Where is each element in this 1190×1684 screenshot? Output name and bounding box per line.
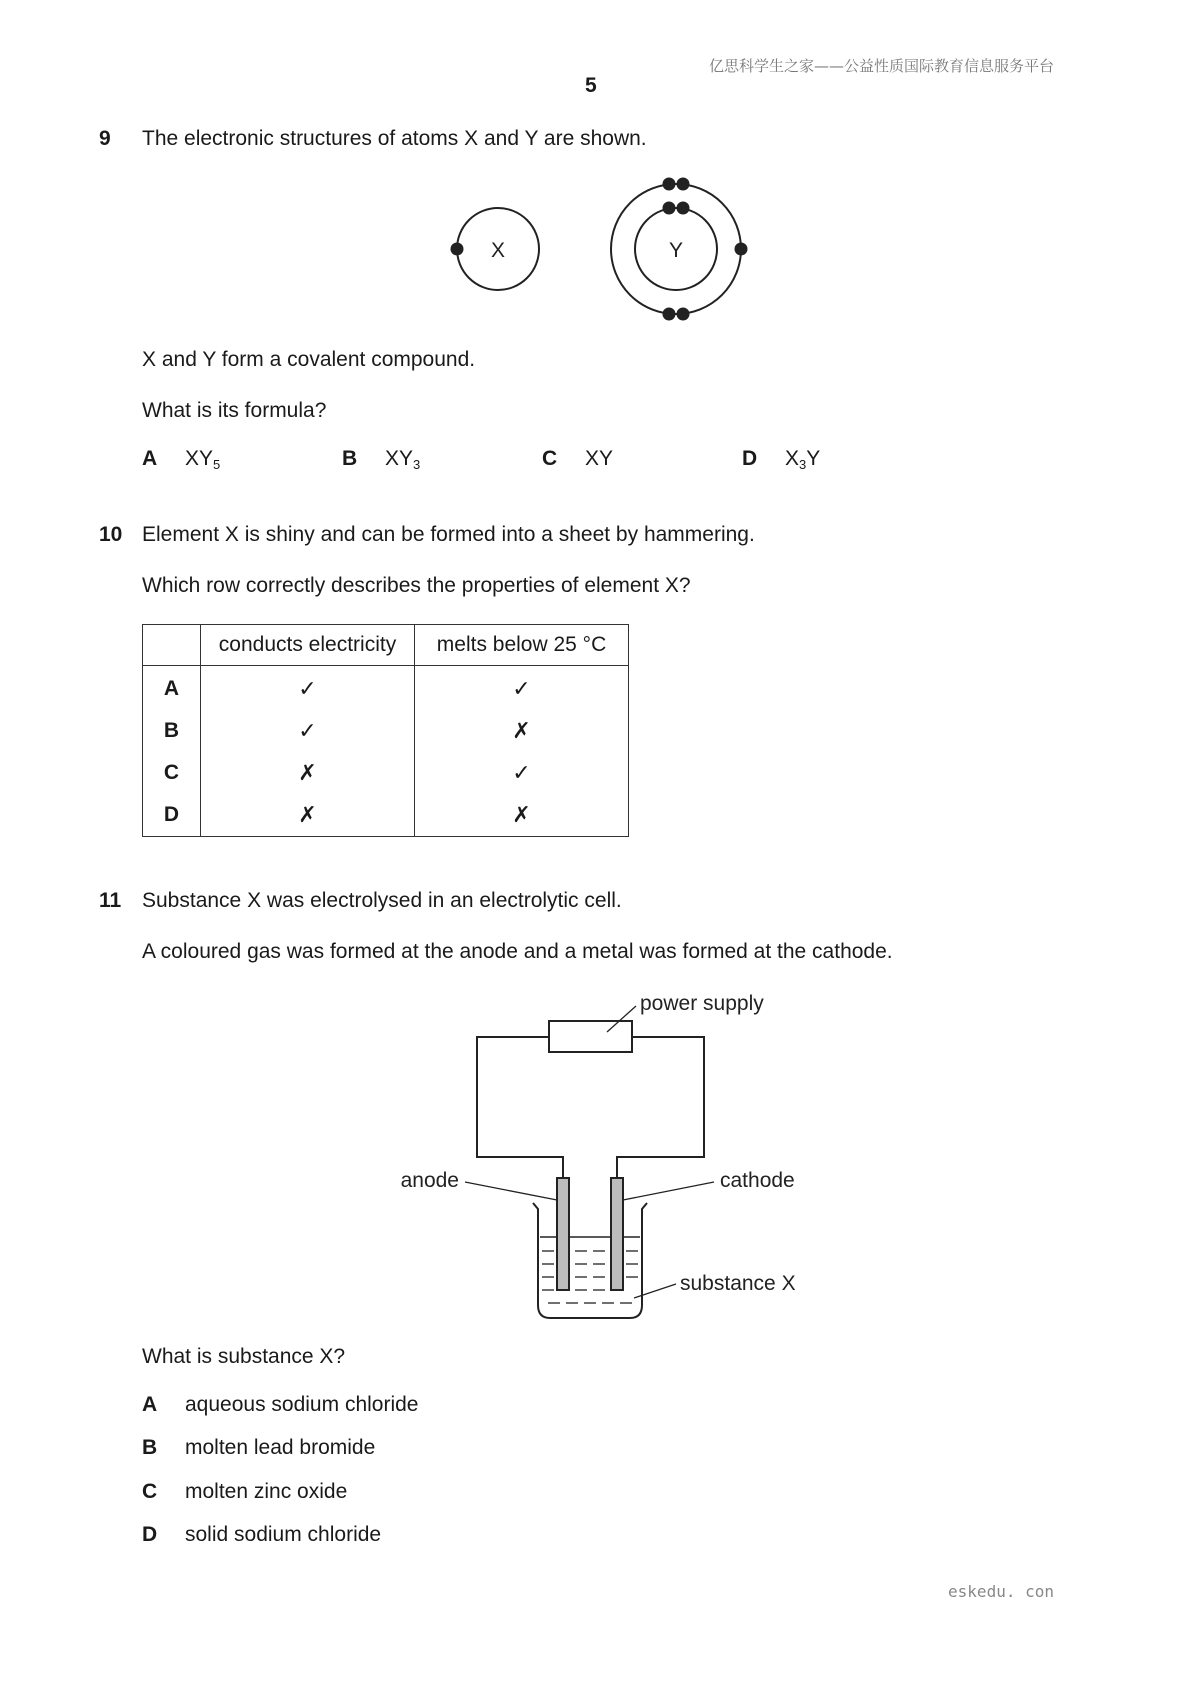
table-cell-melts: ✗ xyxy=(415,794,629,837)
q11-question: What is substance X? xyxy=(142,1345,346,1368)
q9-stem: The electronic structures of atoms X and Y are shown. xyxy=(142,127,647,150)
wire-right xyxy=(617,1037,704,1178)
question-number-10: 10 xyxy=(99,523,123,546)
page-number: 5 xyxy=(585,74,597,97)
q9-option-b-letter: B xyxy=(342,447,358,470)
q11-option-b-text: molten lead bromide xyxy=(185,1436,376,1459)
anode-leader xyxy=(465,1182,557,1200)
table-row xyxy=(143,710,629,752)
electron-structure-diagram xyxy=(0,0,1190,340)
power-supply-label: power supply xyxy=(640,992,764,1015)
wire-left xyxy=(477,1037,563,1178)
table-cell-melts: ✗ xyxy=(415,710,629,752)
cathode-leader xyxy=(623,1182,714,1200)
anode-electrode xyxy=(557,1178,569,1290)
question-number-11: 11 xyxy=(99,889,122,912)
atom-y-outer-electron xyxy=(663,178,676,191)
q9-line2: X and Y form a covalent compound. xyxy=(142,348,476,371)
table-row xyxy=(143,666,629,711)
q9-option-d-formula: $X_3Y$ xyxy=(785,447,821,472)
cathode-label: cathode xyxy=(720,1169,795,1192)
atom-y-inner-electron xyxy=(663,202,676,215)
q10-stem: Element X is shiny and can be formed into a sheet by hammering. xyxy=(142,523,755,546)
atom-y-outer-electron xyxy=(735,243,748,256)
atom-x-label: X xyxy=(490,239,506,262)
q11-option-a-letter: A xyxy=(142,1393,158,1416)
q11-option-b-letter: B xyxy=(142,1436,158,1459)
table-row xyxy=(143,794,629,837)
atom-y-label: Y xyxy=(668,239,684,262)
q9-option-b-formula: $XY_3$ xyxy=(385,447,421,472)
q11-line2: A coloured gas was formed at the anode and a metal was formed at the cathode. xyxy=(142,940,893,963)
q11-option-d-letter: D xyxy=(142,1523,158,1546)
substance-label: substance X xyxy=(680,1272,796,1295)
electrolytic-cell-diagram xyxy=(0,970,1190,1330)
q10-question: Which row correctly describes the properties of element X? xyxy=(142,574,691,597)
q9-option-d-letter: D xyxy=(742,447,758,470)
atom-x-electron xyxy=(451,243,464,256)
q9-question: What is its formula? xyxy=(142,399,327,422)
watermark-text: 亿思科学生之家——公益性质国际教育信息服务平台 xyxy=(708,57,1054,75)
power-supply-box xyxy=(549,1021,632,1052)
table-cell-conducts: ✗ xyxy=(201,794,415,837)
table-row xyxy=(143,752,629,794)
q11-option-d-text: solid sodium chloride xyxy=(185,1523,382,1546)
q9-option-c-formula: XY xyxy=(585,447,614,470)
cathode-electrode xyxy=(611,1178,623,1290)
atom-y-outer-electron xyxy=(663,308,676,321)
q9-option-c-letter: C xyxy=(542,447,558,470)
atom-y-outer-electron xyxy=(677,308,690,321)
q11-option-a-text: aqueous sodium chloride xyxy=(185,1393,419,1416)
table-cell-conducts: ✓ xyxy=(201,710,415,752)
q11-option-c-text: molten zinc oxide xyxy=(185,1480,348,1503)
table-cell-melts: ✓ xyxy=(415,666,629,711)
q9-option-a-formula: $XY_5$ xyxy=(185,447,221,472)
table-cell-melts: ✓ xyxy=(415,752,629,794)
table-row-letter: C xyxy=(143,752,201,794)
table-header-conducts: conducts electricity xyxy=(201,625,415,666)
question-number-9: 9 xyxy=(99,127,111,150)
table-row-letter: B xyxy=(143,710,201,752)
table-header-row xyxy=(143,625,629,666)
footer-site: eskedu. con xyxy=(948,1582,1054,1601)
q11-option-c-letter: C xyxy=(142,1480,158,1503)
table-row-letter: D xyxy=(143,794,201,837)
table-header-melts: melts below 25 °C xyxy=(415,625,629,666)
q9-option-a-letter: A xyxy=(142,447,158,470)
table-row-letter: A xyxy=(143,666,201,711)
anode-label: anode xyxy=(400,1169,459,1192)
atom-y-outer-electron xyxy=(677,178,690,191)
q11-stem: Substance X was electrolysed in an electrolytic cell. xyxy=(142,889,622,912)
table-header-blank xyxy=(143,625,201,666)
table-cell-conducts: ✗ xyxy=(201,752,415,794)
properties-table xyxy=(142,624,629,837)
table-cell-conducts: ✓ xyxy=(201,666,415,711)
atom-y-inner-electron xyxy=(677,202,690,215)
